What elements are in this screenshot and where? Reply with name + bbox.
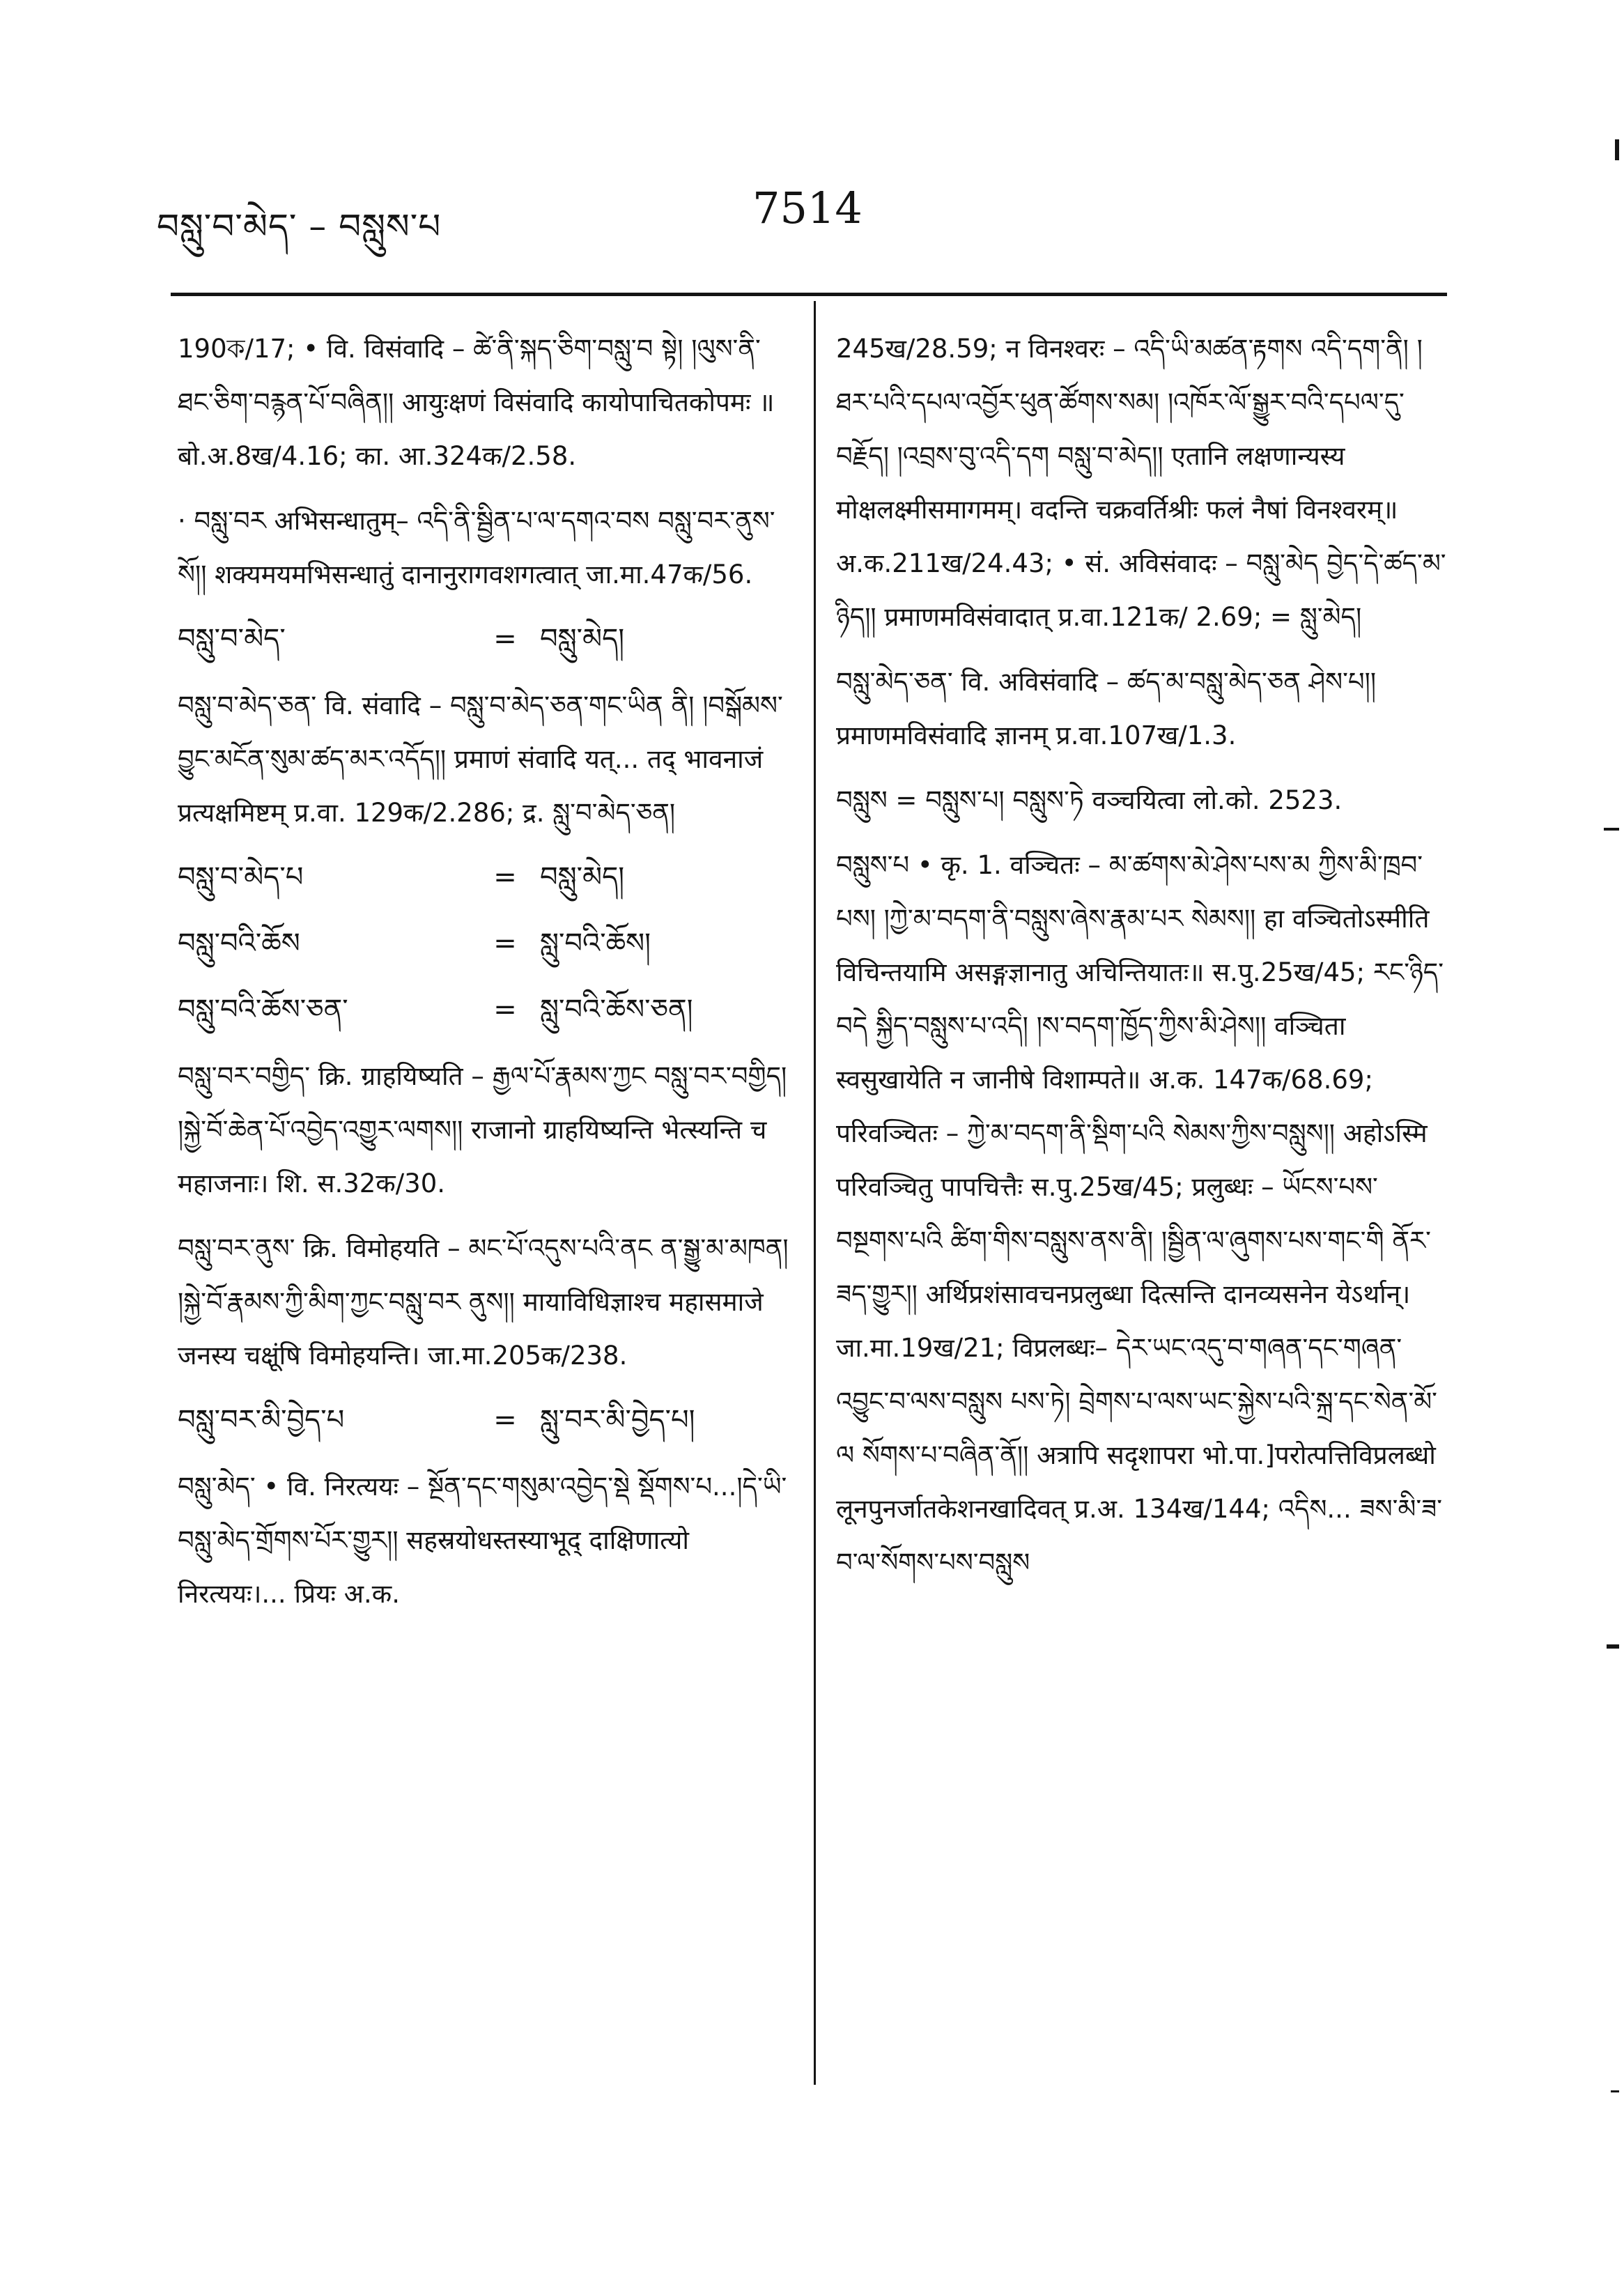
equals-sign: = (493, 861, 517, 893)
dictionary-entry: 190ক/17; • वि. विसंवादि – ཚེ་ནི་སྐད་ཅིག་བསླུ་བ སྟེ། །ལུས་ནི་ཐང་ཅིག་བརྙན་པོ་བཞིན།། आयुःक्षणं विसंवादि कायोपाचितकोपमः ॥ बो.अ.8ख/4.16; का. आ.324क/2.58. (178, 334, 775, 471)
equals-sign: = (493, 994, 517, 1026)
cross-reference (178, 917, 791, 971)
page-header (0, 0, 1624, 293)
reference-target: སླུ་བའི་ཆོས་ཅན། (540, 994, 693, 1026)
reference-target: སླུ་བའི་ཆོས། (540, 927, 651, 959)
margin-mark (1607, 1644, 1619, 1649)
reference-target: བསླུ་མེད། (540, 861, 625, 893)
headword: བསླུ་བ་མེད་པ (178, 861, 304, 893)
dictionary-entry: བསླུ་མེད་ཅན་ वि. अविसंवादि – ཚད་མ་བསླུ་མེད་ཅན ཤེས་པ།། प्रमाणमविसंवादि ज्ञानम् प्र.वा.107ख/1.3. (836, 667, 1377, 750)
headword: བསླུ་བར་མི་བྱེད་པ (178, 1404, 345, 1436)
cross-reference (178, 851, 791, 904)
dictionary-entry: བསླུས་པ • कृ. 1. वञ्चितः – མ་ཚགས་མེ་ཤེས་པས་མ ཀྱིས་མི་ཁྲབ་པས། །ཀྱེ་མ་བདག་ནི་བསླུས་ཞེས་རྣམ་པར སེམས།། हा वञ्चितोऽस्मीति विचिन्तयामि असङ्गज्ञानातु अचिन्तियातः॥ स.पु.25ख/45; རང་ཉིད་བདེ སྐྱིད་བསླུས་པ་འདི། །ས་བདག་ཁྱོད་ཀྱིས་མི་ཤེས།། वञ्चिता स्वसुखायेति न जानीषे विशाम्पते॥ अ.क. 147क/68.69; परिवञ्चितः – ཀྱེ་མ་བདག་ནི་སྡིག་པའི སེམས་ཀྱིས་བསླུས།། अहोऽस्मि परिवञ्चितु पापचित्तैः स.पु.25ख/45; प्रलुब्धः – ཡོངས་པས་བསྔགས་པའི ཚིག་གིས་བསླུས་ནས་ནི། །སྦྱིན་ལ་ཞུགས་པས་གང་གི ནོར་ཟད་གྱུར།། अर्थिप्रशंसावचनप्रलुब्धा दित्सन्ति दानव्यसनेन येऽर्थान्। जा.मा.19ख/21; विप्रलब्धः– དེར་ཡང་འདུ་བ་གཞན་དང་གཞན་འབྱུང་བ་ལས་བསླུས པས་ཏེ། བྲེགས་པ་ལས་ཡང་སྐྱེས་པའི་སྐྲ་དང་སེན་མོ་ལ སོགས་པ་བཞིན་ནོ།། अत्रापि सदृशापरा भो.पा.]परोत्पत्तिविप्रलब्धो लूनपुनर्जातकेशनखादिवत् प्र.अ. 134ख/144; འདིས... ཟས་མི་ཟ་བ་ལ་སོགས་པས་བསླུས (836, 850, 1444, 1578)
reference-target: སླུ་བར་མི་བྱེད་པ། (540, 1404, 695, 1436)
page-number: 7514 (752, 183, 863, 233)
headword: བསླུ་བའི་ཆོས (178, 927, 300, 959)
header-rule (171, 293, 1447, 296)
reference-target: བསླུ་མེད། (540, 623, 625, 655)
cross-reference (178, 612, 791, 666)
dictionary-entry: བསླུ་མེད་ • वि. निरत्ययः – སྔོན་དང་གསུམ་འབྱེད་སྡེ སྡོགས་པ...།དེ་ཡི་བསླུ་མེད་གྲོགས་པོར་གྱུར།། सहस्रयोधस्तस्याभूद् दाक्षिणात्यो निरत्ययः।... प्रियः अ.क. (178, 1472, 787, 1609)
margin-mark (1611, 2090, 1619, 2092)
margin-mark (1604, 828, 1619, 831)
dictionary-entry: 245ख/28.59; न विनश्वरः – འདི་ཡི་མཚན་རྟགས འདི་དག་ནི། །ཐར་པའི་དཔལ་འབྱོར་ཕུན་ཚོགས་སམ། །འཁོར་ལོ་སྒྱུར་བའི་དཔལ་དུ་བརྗོད། །འབྲས་བུ་འདི་དག བསླུ་བ་མེད།། एतानि लक्षणान्यस्य मोक्षलक्ष्मीसमागमम्। वदन्ति चक्रवर्तिश्रीः फलं नैषां विनश्वरम्॥ अ.क.211ख/24.43; • सं. अविसंवादः – བསླུ་མེད བྱེད་དེ་ཚད་མ་ཉིད།། प्रमाणमविसंवादात् प्र.वा.121क/ 2.69; = སླུ་མེད། (836, 334, 1446, 632)
dictionary-entry: བསླུ་བར་ནུས་ क्रि. विमोहयति – མང་པོ་འདུས་པའི་ནང ན་སྒྱུ་མ་མཁན། །སྐྱེ་བོ་རྣམས་ཀྱི་མིག་ཀྱང་བསླུ་བར ནུས།། मायाविधिज्ञाश्च महासमाजे जनस्य चक्षूंषि विमोहयन्ति। जा.मा.205क/238. (178, 1233, 789, 1371)
headword: བསླུ་བ་མེད་ (178, 623, 286, 655)
equals-sign: = (493, 623, 517, 655)
dictionary-entry: བསླུས = བསླུས་པ། བསླུས་ཏེ वञ्चयित्वा लो.को. 2523. (836, 785, 1343, 815)
equals-sign: = (493, 927, 517, 959)
cross-reference (178, 983, 791, 1037)
left-column (178, 322, 791, 1632)
cross-reference (178, 1394, 791, 1447)
column-divider (814, 301, 816, 2085)
dictionary-entry: · བསླུ་བར अभिसन्धातुम्– འདི་ནི་སྦྱིན་པ་ལ་དགའ་བས བསླུ་བར་ནུས་སོ།། शक्यमयमभिसन्धातुं दानानुरागवशगत्वात् जा.मा.47क/56. (178, 506, 775, 589)
equals-sign: = (493, 1404, 517, 1436)
margin-mark (1615, 139, 1619, 160)
dictionary-entry: བསླུ་བར་བགྱིད་ क्रि. ग्राहयिष्यति – རྒྱལ་པོ་རྣམས་ཀྱང བསླུ་བར་བགྱིད། །སྐྱེ་བོ་ཆེན་པོ་འབྱེད་འགྱུར་ལགས།། राजानो ग्राहयिष्यन्ति भेत्स्यन्ति च महाजनाः। शि. स.32क/30. (178, 1061, 787, 1198)
headword: བསླུ་བའི་ཆོས་ཅན་ (178, 994, 348, 1026)
dictionary-entry: བསླུ་བ་མེད་ཅན་ वि. संवादि – བསླུ་བ་མེད་ཅན་གང་ཡིན ནི། །བསྒོམས་བྱུང་མངོན་སུམ་ཚད་མར་འདོད།། प्रमाणं संवादि यत्... तद् भावनाजं प्रत्यक्षमिष्टम् प्र.वा. 129क/2.286; द्र. སླུ་བ་མེད་ཅན། (178, 691, 783, 828)
running-head: བསླུ་བ་མེད་ – བསླུས་པ (157, 206, 442, 247)
right-column (836, 322, 1449, 1601)
